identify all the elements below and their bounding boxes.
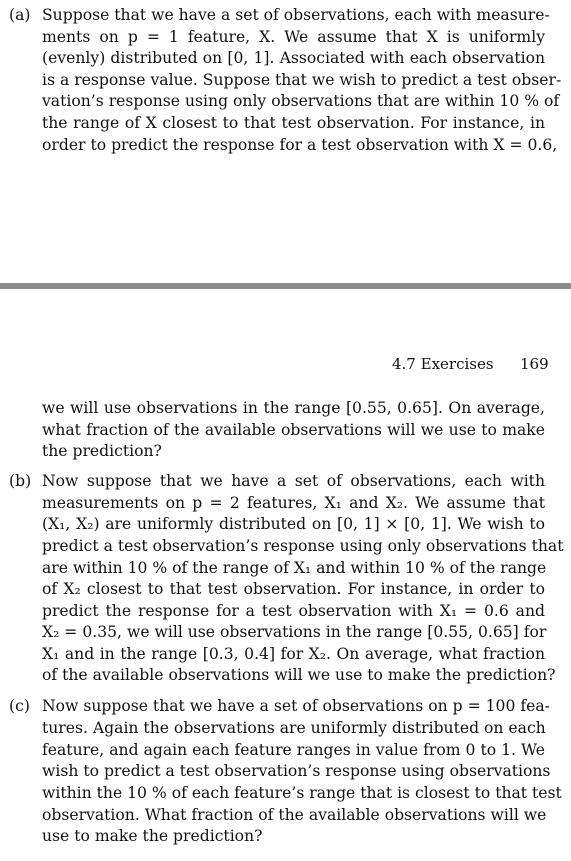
- page-break-divider: [0, 283, 571, 289]
- part-c-label: (c): [9, 697, 30, 715]
- text-line: of the available observations will we use to make the prediction?: [42, 666, 556, 684]
- text-line: within the 10 % of each feature’s range that is closest to that test: [42, 784, 562, 802]
- text-line: observation. What fraction of the available observations will we: [42, 806, 547, 824]
- part-a-label: (a): [9, 6, 31, 24]
- text-line: is a response value. Suppose that we wish to predict a test obser-: [42, 71, 562, 89]
- text-line: predict the response for a test observation with X₁ = 0.6 and: [42, 602, 545, 620]
- text-line: predict a test observation’s response using only observations that: [42, 537, 564, 555]
- running-header-section: 4.7 Exercises: [392, 355, 494, 373]
- text-line: measurements on p = 2 features, X₁ and X₂. We assume that: [42, 494, 545, 512]
- text-line: of X₂ closest to that test observation. For instance, in order to: [42, 580, 545, 598]
- text-line: Now suppose that we have a set of observations on p = 100 fea-: [42, 697, 550, 715]
- text-line: Now suppose that we have a set of observations, each with: [42, 472, 545, 490]
- text-line: X₂ = 0.35, we will use observations in the range [0.55, 0.65] for: [42, 623, 547, 641]
- page-number: 169: [520, 355, 549, 373]
- text-line: are within 10 % of the range of X₁ and within 10 % of the range: [42, 559, 547, 577]
- text-line: wish to predict a test observation’s response using observations: [42, 762, 551, 780]
- text-line: feature, and again each feature ranges in value from 0 to 1. We: [42, 741, 545, 759]
- text-line: X₁ and in the range [0.3, 0.4] for X₂. On average, what fraction: [42, 645, 545, 663]
- text-line: the range of X closest to that test observation. For instance, in: [42, 114, 545, 132]
- text-line: order to predict the response for a test observation with X = 0.6,: [42, 136, 558, 154]
- part-b-label: (b): [9, 472, 32, 490]
- text-line: we will use observations in the range [0.55, 0.65]. On average,: [42, 399, 545, 417]
- text-line: (X₁, X₂) are uniformly distributed on [0, 1] × [0, 1]. We wish to: [42, 515, 545, 533]
- text-line: ments on p = 1 feature, X. We assume that X is uniformly: [42, 28, 545, 46]
- text-line: (evenly) distributed on [0, 1]. Associated with each observation: [42, 49, 545, 67]
- text-line: tures. Again the observations are uniformly distributed on each: [42, 719, 546, 737]
- text-line: vation’s response using only observations that are within 10 % of: [42, 92, 560, 110]
- text-line: the prediction?: [42, 442, 162, 460]
- text-line: Suppose that we have a set of observations, each with measure-: [42, 6, 550, 24]
- text-line: what fraction of the available observations will we use to make: [42, 421, 545, 439]
- text-line: use to make the prediction?: [42, 827, 263, 845]
